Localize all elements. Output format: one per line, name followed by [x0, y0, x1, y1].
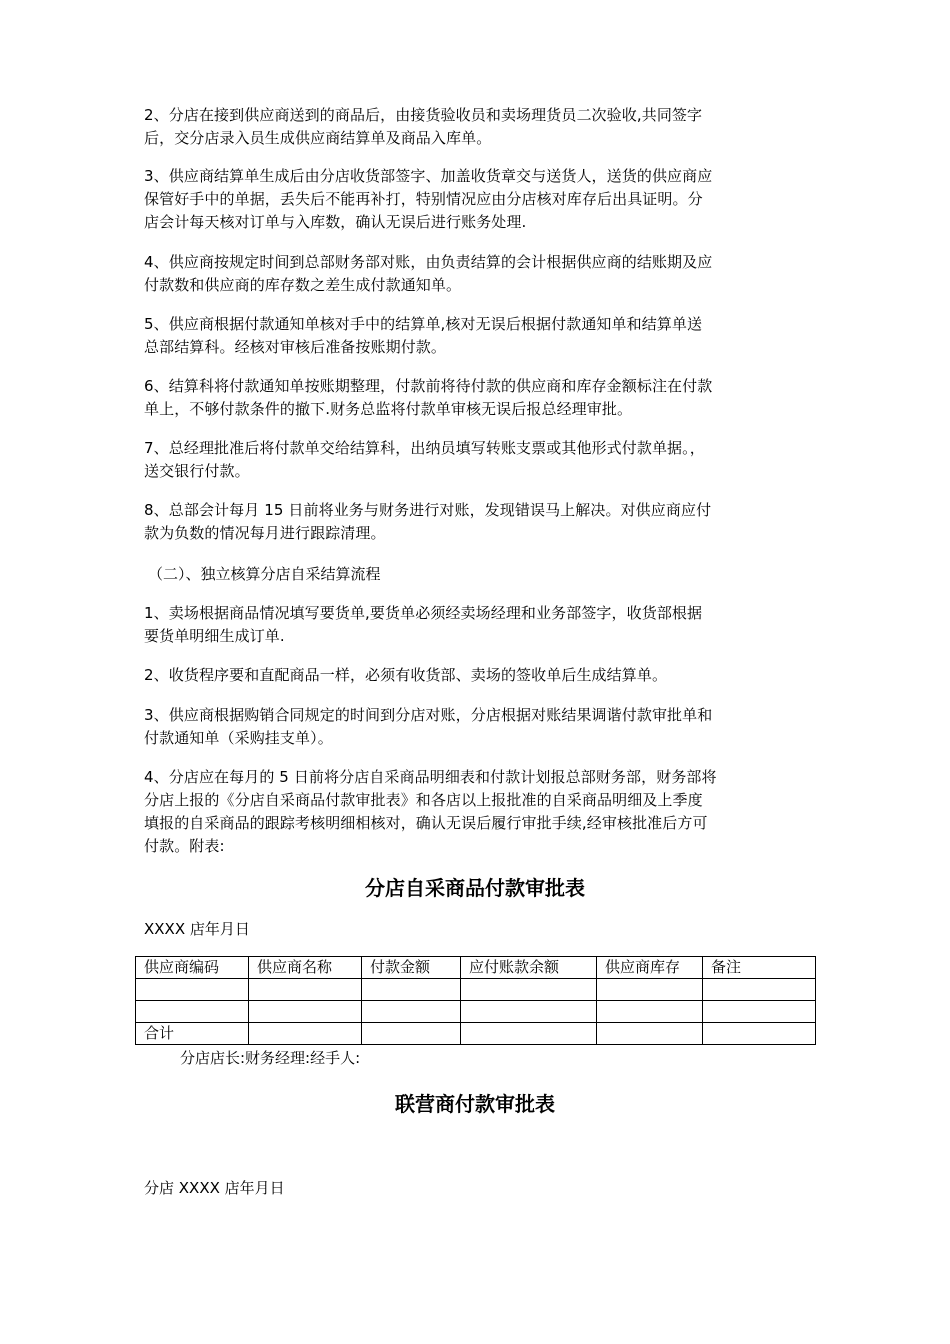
table-cell	[703, 1001, 816, 1023]
section2-paragraph-2	[144, 664, 812, 687]
table-cell	[461, 979, 597, 1001]
paragraph-line: 后，交分店录入员生成供应商结算单及商品入库单。	[144, 129, 492, 147]
paragraph-8	[144, 499, 812, 545]
paragraph-line: 2、收货程序要和直配商品一样，必须有收货部、卖场的签收单后生成结算单。	[144, 666, 668, 684]
table-header-row	[136, 957, 816, 979]
paragraph-line: 3、供应商结算单生成后由分店收货部签字、加盖收货章交与送货人，送货的供应商应	[144, 167, 713, 185]
paragraph-line: 付款通知单（采购挂支单）。	[144, 729, 333, 747]
paragraph-line: 4、分店应在每月的 5 日前将分店自采商品明细表和付款计划报总部财务部，财务部将	[144, 768, 717, 786]
table-header-cell: 付款金额	[362, 957, 461, 979]
paragraph-line: 单上，不够付款条件的撤下.财务总监将付款单审核无误后报总经理审批。	[144, 400, 633, 418]
paragraph-6	[144, 375, 812, 421]
paragraph-line: 2、分店在接到供应商送到的商品后，由接货验收员和卖场理货员二次验收,共同签字	[144, 106, 703, 124]
table-total-row	[136, 1023, 816, 1045]
table-header-cell: 应付账款余额	[461, 957, 597, 979]
table-cell	[136, 979, 249, 1001]
table-cell	[703, 1023, 816, 1045]
table-cell: 合计	[136, 1023, 249, 1045]
table-cell	[461, 1001, 597, 1023]
table-cell	[362, 1001, 461, 1023]
table2-store-date: 分店 XXXX 店年月日	[144, 1179, 285, 1197]
table-cell	[597, 1001, 703, 1023]
paragraph-line: 保管好手中的单据，丢失后不能再补打，特别情况应由分店核对库存后出具证明。分	[144, 190, 703, 208]
table1-signoff: 分店店长:财务经理:经手人:	[180, 1049, 361, 1067]
paragraph-4	[144, 251, 812, 297]
section2-paragraph-3	[144, 704, 812, 750]
table-cell	[136, 1001, 249, 1023]
paragraph-7	[144, 437, 812, 483]
paragraph-line: 店会计每天核对订单与入库数，确认无误后进行账务处理.	[144, 213, 527, 231]
paragraph-line: 1、卖场根据商品情况填写要货单,要货单必须经卖场经理和业务部签字，收货部根据	[144, 604, 703, 622]
table-header-cell: 供应商名称	[249, 957, 362, 979]
section2-paragraph-1	[144, 602, 812, 648]
table1-title: 分店自采商品付款审批表	[365, 876, 585, 900]
paragraph-line: 7、总经理批准后将付款单交给结算科，出纳员填写转账支票或其他形式付款单据。，	[144, 439, 705, 457]
branch-payment-approval-table	[135, 956, 816, 1045]
section2-paragraph-4	[144, 766, 812, 858]
table1-store-date: XXXX 店年月日	[144, 920, 250, 938]
table-cell	[362, 1023, 461, 1045]
table-header-cell: 供应商库存	[597, 957, 703, 979]
paragraph-line: 5、供应商根据付款通知单核对手中的结算单,核对无误后根据付款通知单和结算单送	[144, 315, 703, 333]
paragraph-2	[144, 104, 812, 150]
paragraph-5	[144, 313, 812, 359]
table-cell	[249, 1023, 362, 1045]
paragraph-line: 6、结算科将付款通知单按账期整理，付款前将待付款的供应商和库存金额标注在付款	[144, 377, 713, 395]
paragraph-line: 送交银行付款。	[144, 462, 250, 480]
table-cell	[362, 979, 461, 1001]
paragraph-line: 分店上报的《分店自采商品付款审批表》和各店以上报批准的自采商品明细及上季度	[144, 791, 703, 809]
paragraph-line: 4、供应商按规定时间到总部财务部对账，由负责结算的会计根据供应商的结账期及应	[144, 253, 713, 271]
table-cell	[249, 1001, 362, 1023]
paragraph-line: 要货单明细生成订单.	[144, 627, 285, 645]
paragraph-line: 总部结算科。经核对审核后准备按账期付款。	[144, 338, 447, 356]
paragraph-3	[144, 165, 812, 234]
table2-title: 联营商付款审批表	[395, 1092, 555, 1116]
table-cell	[249, 979, 362, 1001]
table-header-cell: 备注	[703, 957, 816, 979]
paragraph-line: 付款。附表:	[144, 837, 225, 855]
paragraph-line: 3、供应商根据购销合同规定的时间到分店对账，分店根据对账结果调谐付款审批单和	[144, 706, 713, 724]
paragraph-line: 8、总部会计每月 15 日前将业务与财务进行对账，发现错误马上解决。对供应商应付	[144, 501, 712, 519]
table-row	[136, 1001, 816, 1023]
table-cell	[597, 1023, 703, 1045]
paragraph-line: 付款数和供应商的库存数之差生成付款通知单。	[144, 276, 462, 294]
paragraph-line: 款为负数的情况每月进行跟踪清理。	[144, 524, 386, 542]
table-cell	[703, 979, 816, 1001]
table-row	[136, 979, 816, 1001]
section-heading: （二）、独立核算分店自采结算流程	[148, 565, 381, 583]
table-cell	[461, 1023, 597, 1045]
paragraph-line: 填报的自采商品的跟踪考核明细相核对，确认无误后履行审批手续,经审核批准后方可	[144, 814, 708, 832]
table-header-cell: 供应商编码	[136, 957, 249, 979]
table-cell	[597, 979, 703, 1001]
